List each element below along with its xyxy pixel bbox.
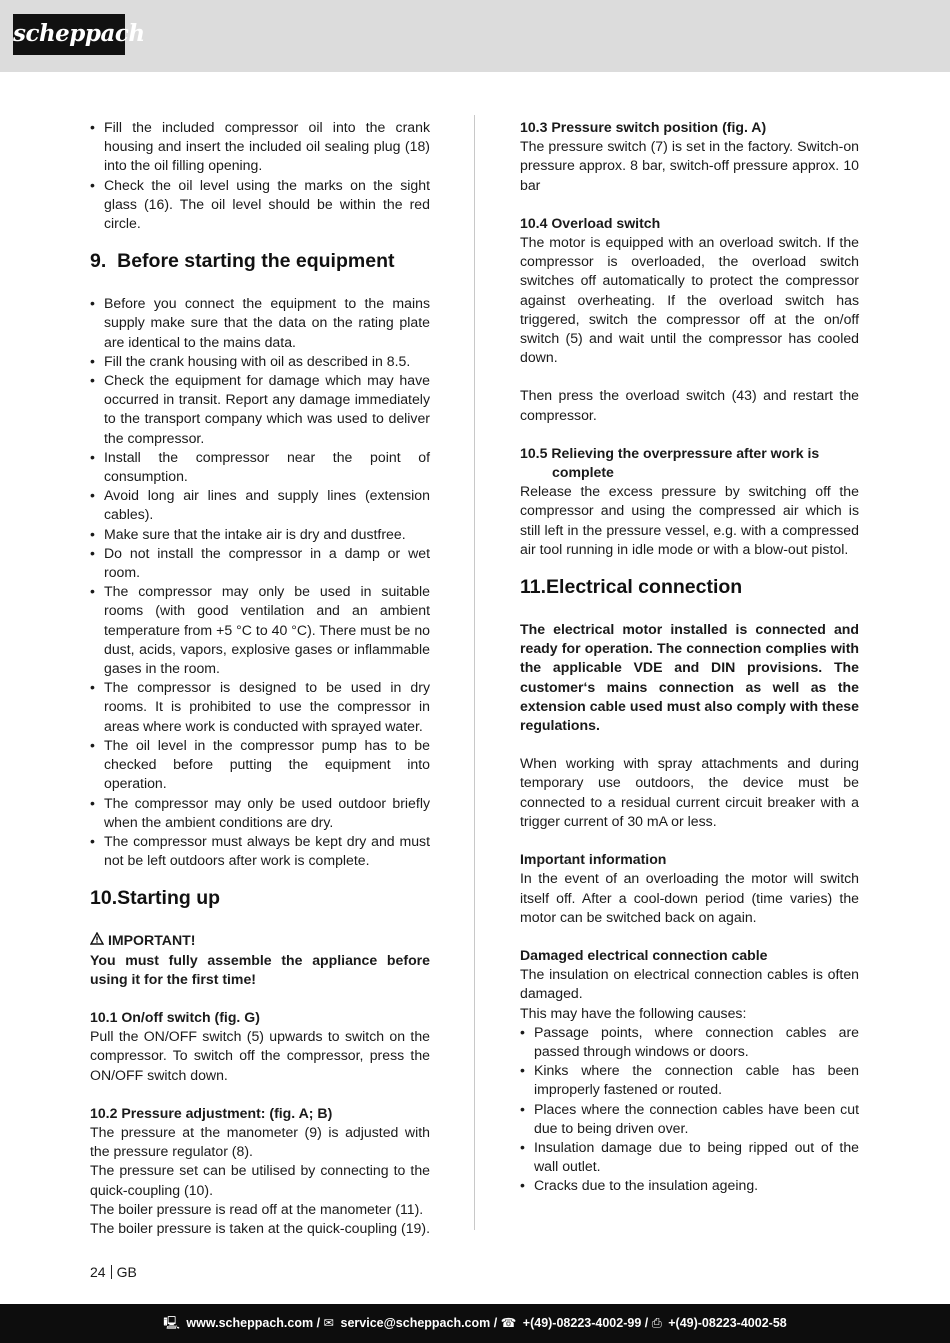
section-number: 11. xyxy=(520,576,547,599)
page-number-separator xyxy=(111,1265,112,1279)
warning-icon xyxy=(90,931,104,950)
subsection-10-2-line: The boiler pressure is read off at the manometer (11). xyxy=(90,1200,424,1217)
subsection-10-5-title xyxy=(520,444,859,482)
spray-text: When working with spray attachments and during temporary use outdoors, the device must be connected to a residual current circuit breaker with a trigger current of 30 mA or less. xyxy=(520,755,859,829)
subsection-10-1-title: 10.1 On/off switch (fig. G) xyxy=(90,1008,260,1025)
list-item: • Install the compressor near the point of consumption. xyxy=(90,448,430,486)
footer-bar xyxy=(0,1304,950,1343)
email-icon: ✉︎ xyxy=(323,1316,335,1330)
subsection-10-4-text-2: Then press the overload switch (43) and restart the compressor. xyxy=(520,387,859,423)
list-item: • Passage points, where connection cables are passed through windows or doors. xyxy=(520,1023,859,1061)
list-item: • Do not install the compressor in a damp or wet room. xyxy=(90,544,430,582)
subsection-10-4-text: The motor is equipped with an overload switch. If the compressor is overloaded, the overload switch switches off automatically to protect the compressor against overheating. If the overload switch has triggered, switch the compressor off at the on/off switch (5) and wait until the compressor has cooled down. xyxy=(520,234,859,366)
subsection-10-5-title-line2: complete xyxy=(552,464,614,481)
list-item: • Make sure that the intake air is dry and dustfree. xyxy=(90,525,430,544)
subsection-10-2-line: The pressure set can be utilised by connecting to the quick-coupling (10). xyxy=(90,1162,430,1198)
section-11-heading xyxy=(520,575,859,599)
list-item: • Insulation damage due to being ripped out of the wall outlet. xyxy=(520,1138,859,1176)
subsection-10-2-line: The pressure at the manometer (9) is adjusted with the pressure regulator (8). xyxy=(90,1123,430,1160)
important-info-title: Important information xyxy=(520,851,667,868)
intro-bullet-list xyxy=(90,118,430,233)
footer-fax: +(49)-08223-4002-58 xyxy=(668,1316,787,1330)
list-item: • Fill the included compressor oil into the crank housing and insert the included oil sealing plug (18) into the oil filling opening. xyxy=(90,118,430,176)
header-band xyxy=(0,0,950,72)
fax-icon: ⎙︎ xyxy=(651,1316,662,1330)
section-9-heading xyxy=(90,249,430,273)
footer-website-link[interactable]: www.scheppach.com xyxy=(186,1316,314,1330)
list-item: • The compressor must always be kept dry and must not be left outdoors after work is complete. xyxy=(90,832,430,870)
list-item: • Places where the connection cables have been cut due to being driven over. xyxy=(520,1100,859,1138)
subsection-10-4-title: 10.4 Overload switch xyxy=(520,214,661,231)
page-number-value: 24 xyxy=(90,1264,106,1280)
subsection-10-5-title-line1: 10.5 Relieving the overpressure after work is xyxy=(520,444,820,461)
important-notice xyxy=(90,931,430,950)
damaged-cable-title: Damaged electrical connection cable xyxy=(520,946,768,963)
footer-email-link[interactable]: service@scheppach.com xyxy=(340,1316,491,1330)
list-item: • The compressor may only be used outdoor briefly when the ambient conditions are dry. xyxy=(90,794,430,832)
list-item: • Check the oil level using the marks on the sight glass (16). The oil level should be within the red circle. xyxy=(90,176,430,234)
footer-separator: / xyxy=(493,1316,498,1330)
list-item: • Check the equipment for damage which may have occurred in transit. Report any damage immediately to the transport company which was used to deliver the compressor. xyxy=(90,371,430,448)
column-divider xyxy=(474,115,475,1230)
section-number: 10. xyxy=(90,887,118,910)
list-item: • Kinks where the connection cable has been improperly fastened or routed. xyxy=(520,1061,859,1099)
footer-separator: / xyxy=(644,1316,649,1330)
brand-logo: scheppach xyxy=(13,14,125,55)
section-number: 9. xyxy=(90,250,107,273)
page-number xyxy=(90,1264,137,1280)
subsection-10-5-text: Release the excess pressure by switching off the compressor and using the compressed air which is still left in the pressure vessel, e.g. with a compressed air tool running in idle mode or with a blow-out pistol. xyxy=(520,483,859,557)
subsection-10-3-text: The pressure switch (7) is set in the factory. Switch-on pressure approx. 8 bar, switch-off pressure approx. 10 bar xyxy=(520,138,859,193)
list-item: • Avoid long air lines and supply lines (extension cables). xyxy=(90,486,430,524)
important-label: IMPORTANT! xyxy=(108,932,196,949)
section-title: Before starting the equipment xyxy=(117,250,395,273)
list-item: • The oil level in the compressor pump has to be checked before putting the equipment into operation. xyxy=(90,736,430,794)
important-text: You must fully assemble the appliance before using it for the first time! xyxy=(90,951,430,987)
list-item: • Cracks due to the insulation ageing. xyxy=(520,1176,859,1195)
section-title: Electrical connection xyxy=(546,576,743,599)
subsection-10-2-line: The boiler pressure is taken at the quick-coupling (19). xyxy=(90,1219,430,1236)
list-item: • Before you connect the equipment to the mains supply make sure that the data on the rating plate are identical to the mains data. xyxy=(90,294,430,352)
left-column xyxy=(90,118,430,1238)
cable-causes-list xyxy=(520,1023,859,1196)
page-language: GB xyxy=(116,1264,137,1280)
section-10-heading xyxy=(90,886,430,910)
footer-separator: / xyxy=(316,1316,321,1330)
section-title: Starting up xyxy=(117,887,221,910)
subsection-10-1-text: Pull the ON/OFF switch (5) upwards to switch on the compressor. To switch off the compressor, press the ON/OFF switch down. xyxy=(90,1028,430,1083)
damaged-cable-text: The insulation on electrical connection cables is often damaged. xyxy=(520,966,859,1002)
right-column xyxy=(520,118,859,1196)
list-item: • The compressor may only be used in suitable rooms (with good ventilation and an ambient temperature from +5 °C to 40 °C). There must be no dust, acids, vapors, explosive gases or inflammable gases in the room. xyxy=(90,582,430,678)
list-item: • The compressor is designed to be used in dry rooms. It is prohibited to use the compressor in areas where work is conducted with sprayed water. xyxy=(90,678,430,736)
footer-phone: +(49)-08223-4002-99 xyxy=(522,1316,642,1330)
electrical-bold-text: The electrical motor installed is connected and ready for operation. The connection complies with the applicable VDE and DIN provisions. The customer‘s mains connection as well as the extension cable used must also comply with these regulations. xyxy=(520,621,859,734)
important-info-text: In the event of an overloading the motor will switch itself off. After a cool-down period (time varies) the motor can be switched back on again. xyxy=(520,870,859,925)
subsection-10-3-title: 10.3 Pressure switch position (fig. A) xyxy=(520,119,767,135)
sec9-bullet-list xyxy=(90,294,430,870)
phone-icon: ☎︎ xyxy=(500,1316,517,1330)
subsection-10-2-title: 10.2 Pressure adjustment: (fig. A; B) xyxy=(90,1104,333,1121)
computer-icon: 🖳︎ xyxy=(163,1316,180,1330)
damaged-cable-text-2: This may have the following causes: xyxy=(520,1004,747,1021)
list-item: • Fill the crank housing with oil as described in 8.5. xyxy=(90,352,430,371)
